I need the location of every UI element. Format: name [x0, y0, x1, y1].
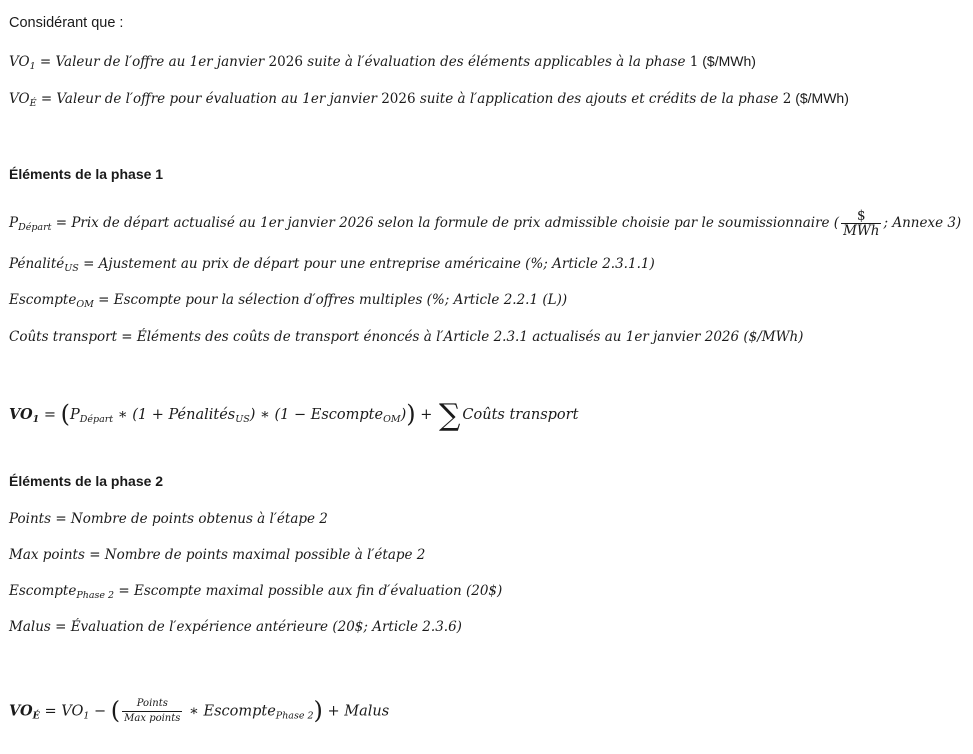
- price-unit-fraction: [841, 210, 881, 237]
- fraction-denominator: MWh: [843, 223, 880, 239]
- formula1-lhs-sub: 1: [32, 414, 40, 425]
- formula2-close-paren: ): [313, 696, 323, 725]
- vo1-symbol: VO: [9, 54, 30, 70]
- penalite-subscript: US: [64, 263, 79, 274]
- voe-phase-num: 2: [782, 91, 792, 107]
- escompte-om-subscript: OM: [76, 299, 94, 310]
- vo1-formula: [9, 398, 579, 433]
- formula2-tail: + Malus: [322, 703, 390, 720]
- formula1-plus: +: [415, 407, 437, 423]
- points-fraction: [122, 698, 182, 725]
- formula1-p: P: [70, 407, 80, 423]
- formula1-close-paren: ): [406, 400, 416, 428]
- couts-transport-text: Coûts transport = Éléments des coûts de transport énoncés à l′Article 2.3.1 actualisés au 1er janvier 2026 ($/MWh): [9, 329, 804, 345]
- formula2-vo-sub: 1: [83, 710, 90, 722]
- formula1-pen-sub: US: [235, 414, 250, 425]
- voe-year: 2026: [381, 91, 416, 107]
- p-depart-text: = Prix de départ actualisé au 1er janvier 2026 selon la formule de prix admissible choisie par le soumissionnaire (: [51, 215, 840, 231]
- voe-definition: [9, 88, 849, 109]
- intro-text: Considérant que :: [9, 15, 124, 31]
- voe-rest: suite à l′application des ajouts et crédits de la phase: [415, 91, 783, 107]
- phase1-heading: Éléments de la phase 1: [9, 166, 164, 182]
- formula1-inner-close: ): [400, 407, 407, 423]
- formula1-p-sub: Départ: [79, 414, 114, 425]
- formula1-lhs: VO: [9, 406, 33, 423]
- p-depart-definition: [9, 210, 961, 237]
- vo1-phase-num: 1: [689, 54, 699, 70]
- points-definition: Points = Nombre de points obtenus à l′étape 2: [9, 511, 328, 527]
- formula1-open-paren: (: [60, 400, 71, 428]
- formula1-term: Coûts transport: [462, 407, 579, 423]
- formula2-open-paren: (: [110, 696, 121, 725]
- vo1-unit: ($/MWh): [698, 53, 756, 69]
- formula2-lhs-sub: É: [32, 710, 40, 722]
- voe-subscript: É: [29, 98, 37, 109]
- formula1-eq: =: [39, 407, 61, 423]
- voe-eq: = Valeur de l′offre pour évaluation au 1er janvier: [36, 91, 382, 107]
- escompte-om-text: = Escompte pour la sélection d′offres multiples (%; Article 2.2.1 (L)): [93, 292, 568, 308]
- malus-definition: Malus = Évaluation de l′expérience antérieure (20$; Article 2.3.6): [9, 619, 462, 635]
- vo1-rest: suite à l′évaluation des éléments applicables à la phase: [302, 54, 690, 70]
- vo1-eq: = Valeur de l′offre au 1er janvier: [35, 54, 269, 70]
- voe-unit: ($/MWh): [791, 90, 849, 106]
- formula2-esc-sub: Phase 2: [275, 710, 314, 722]
- points-fraction-denominator: Max points: [124, 713, 181, 724]
- phase2-heading: Éléments de la phase 2: [9, 473, 164, 489]
- formula1-om-sub: OM: [383, 414, 401, 425]
- escompte-om-symbol: Escompte: [9, 292, 77, 308]
- vo1-subscript: 1: [29, 61, 36, 72]
- fraction-numerator: $: [841, 210, 881, 224]
- p-depart-symbol: P: [9, 215, 19, 231]
- penalite-symbol: Pénalité: [9, 256, 65, 272]
- voe-formula: [9, 698, 389, 725]
- points-fraction-numerator: Points: [122, 698, 182, 712]
- penalite-us-definition: [9, 254, 655, 274]
- formula1-mid1: ∗ (1 + Pénalités: [113, 407, 236, 423]
- formula2-minus: −: [89, 703, 111, 720]
- sum-sigma: ∑: [439, 398, 461, 433]
- max-points-definition: Max points = Nombre de points maximal possible à l′étape 2: [9, 547, 426, 563]
- formula2-eq: = VO: [39, 703, 84, 720]
- vo1-year: 2026: [268, 54, 303, 70]
- vo1-definition: [9, 51, 756, 72]
- voe-symbol: VO: [9, 91, 30, 107]
- escompte-phase2-definition: [9, 581, 502, 601]
- penalite-text: = Ajustement au prix de départ pour une entreprise américaine (%; Article 2.3.1.1): [78, 256, 655, 272]
- escompte-p2-symbol: Escompte: [9, 583, 77, 599]
- p-depart-tail: ; Annexe 3): [883, 215, 962, 231]
- escompte-p2-text: = Escompte maximal possible aux fin d′évaluation (20$): [114, 583, 503, 599]
- formula2-mult: ∗ Escompte: [184, 703, 276, 720]
- p-depart-subscript: Départ: [18, 222, 52, 233]
- formula1-mid2: ) ∗ (1 − Escompte: [249, 407, 384, 423]
- escompte-p2-subscript: Phase 2: [76, 590, 115, 601]
- escompte-om-definition: [9, 290, 567, 310]
- formula2-lhs: VO: [9, 702, 33, 720]
- couts-transport-definition: [9, 327, 803, 347]
